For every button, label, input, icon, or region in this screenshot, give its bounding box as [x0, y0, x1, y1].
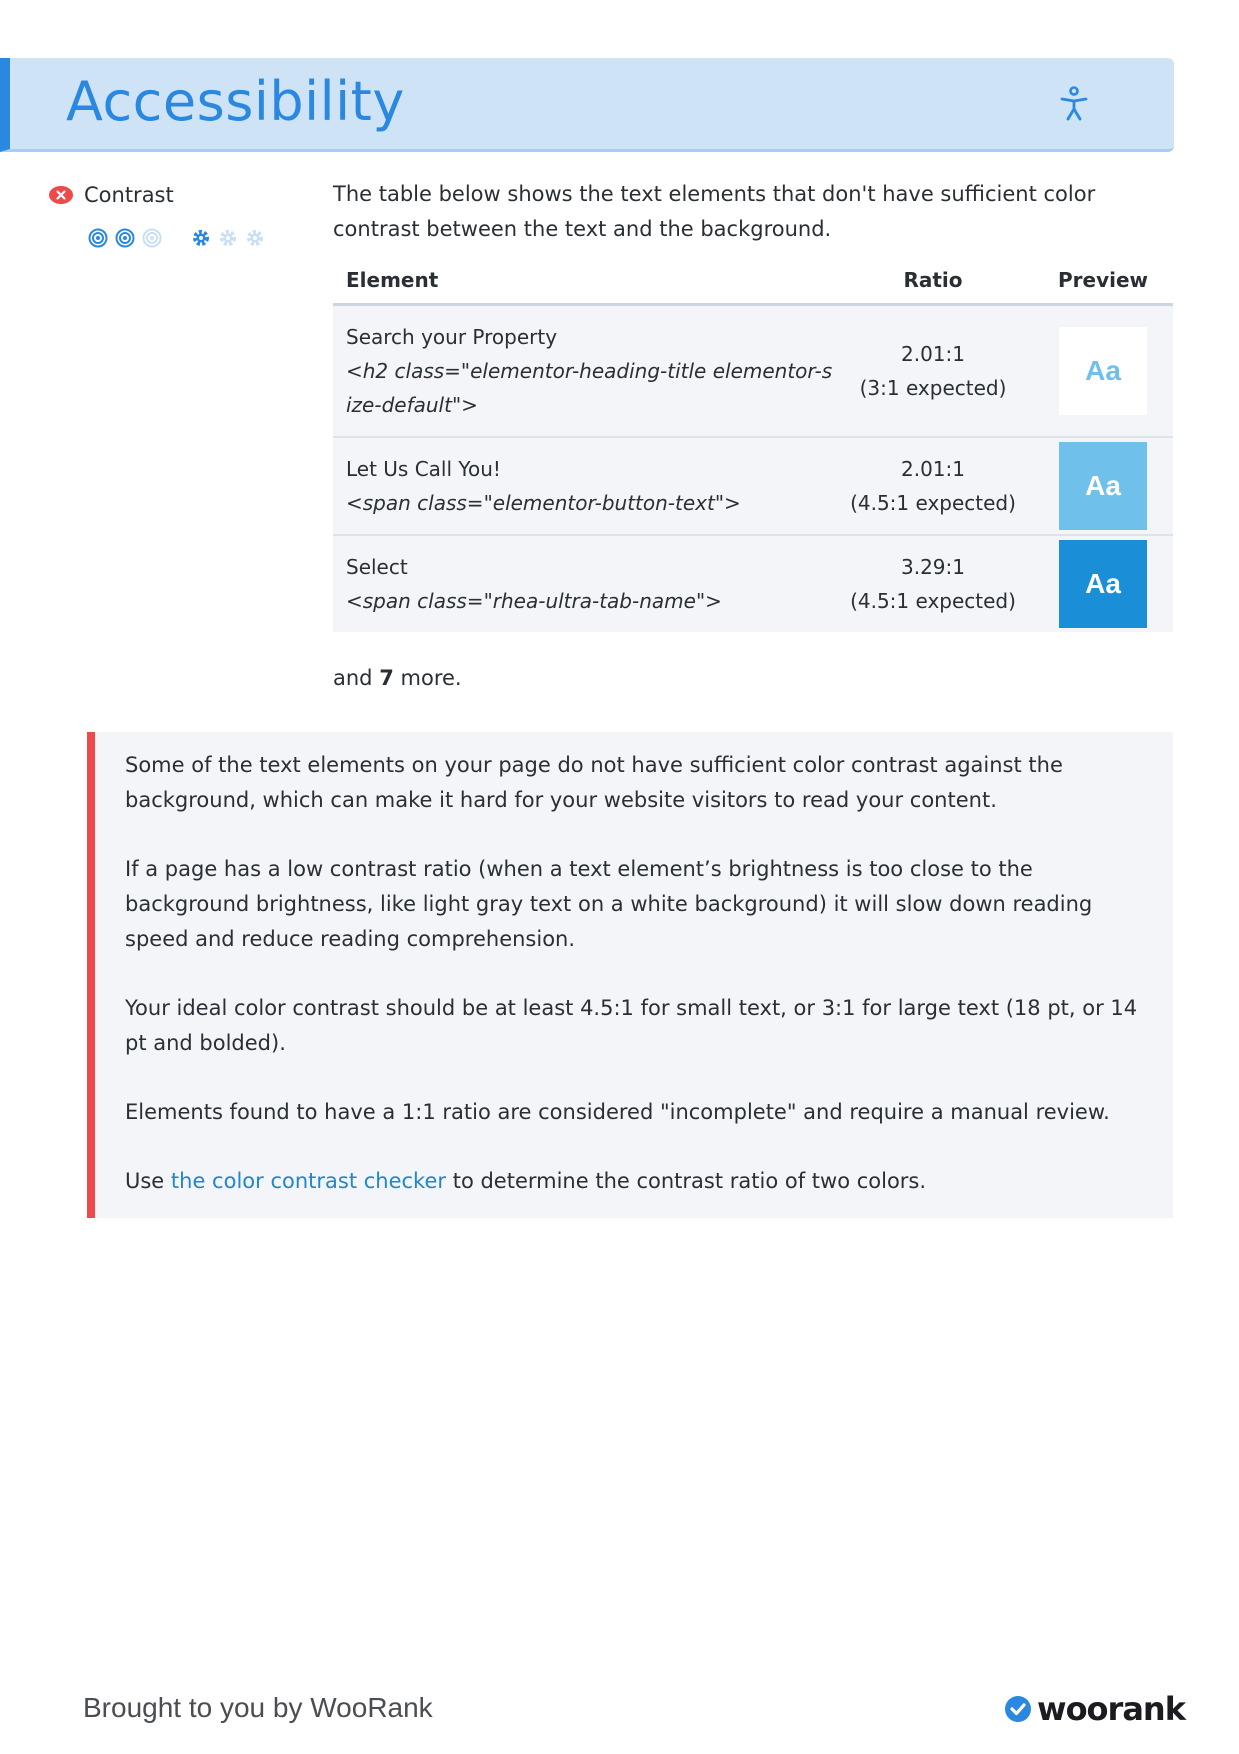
target-icon [142, 228, 162, 248]
element-cell [333, 536, 833, 632]
explanation-paragraph: Elements found to have a 1:1 ratio are considered "incomplete" and require a manual review. [125, 1100, 1110, 1124]
section-title: Accessibility [66, 70, 405, 133]
explanation-paragraph [125, 1164, 1143, 1199]
ratio-expected: (4.5:1 expected) [850, 491, 1016, 515]
explanation-box [87, 732, 1173, 1218]
preview-cell [1033, 327, 1173, 415]
section-header [0, 58, 1174, 152]
preview-cell [1033, 442, 1173, 530]
ratio-cell [833, 452, 1033, 520]
preview-swatch: Aa [1059, 540, 1147, 628]
element-cell [333, 306, 833, 436]
link-suffix: to determine the contrast ratio of two colors. [452, 1169, 927, 1193]
check-rating [88, 228, 272, 248]
ratio-expected: (4.5:1 expected) [850, 589, 1016, 613]
table-header [333, 256, 1173, 306]
checkmark-icon [1003, 1694, 1033, 1724]
more-number: 7 [379, 666, 394, 690]
element-code: <span class="elementor-button-text"> [346, 491, 741, 515]
column-header-element: Element [346, 267, 439, 292]
element-name: Select [346, 555, 408, 579]
explanation-paragraph: Your ideal color contrast should be at least 4.5:1 for small text, or 3:1 for large text (18 pt, or 14 pt and bolded). [125, 996, 1138, 1055]
more-count [333, 666, 462, 690]
gear-icon [218, 228, 238, 248]
check-name: Contrast [84, 183, 174, 207]
contrast-table [333, 256, 1173, 632]
link-prefix: Use [125, 1169, 165, 1193]
column-header-ratio: Ratio [903, 267, 963, 292]
table-row [333, 536, 1173, 632]
accessibility-icon [1058, 86, 1090, 122]
ratio-value: 3.29:1 [901, 555, 965, 579]
check-label [48, 183, 174, 207]
logo-wordmark: woorank [1037, 1690, 1185, 1728]
preview-swatch: Aa [1059, 442, 1147, 530]
ratio-cell [833, 337, 1033, 405]
element-code: <span class="rhea-ultra-tab-name"> [346, 589, 722, 613]
more-suffix: more. [400, 666, 462, 690]
ratio-value: 2.01:1 [901, 342, 965, 366]
ratio-value: 2.01:1 [901, 457, 965, 481]
more-prefix: and [333, 666, 373, 690]
target-icon [88, 228, 108, 248]
footer-credit: Brought to you by WooRank [83, 1692, 433, 1723]
element-name: Let Us Call You! [346, 457, 501, 481]
element-code: <h2 class="elementor-heading-title elementor-size-default"> [346, 359, 833, 417]
explanation-paragraph: Some of the text elements on your page do not have sufficient color contrast against the background, which can make it hard for your website visitors to read your content. [125, 753, 1063, 812]
color-contrast-checker-link[interactable]: the color contrast checker [170, 1169, 447, 1193]
ratio-expected: (3:1 expected) [859, 376, 1007, 400]
preview-cell [1033, 540, 1173, 628]
element-name: Search your Property [346, 325, 558, 349]
explanation-paragraph: If a page has a low contrast ratio (when a text element’s brightness is too close to the background brightness, like light gray text on a white background) it will slow down reading speed and reduce reading comprehension. [125, 857, 1093, 951]
table-row [333, 438, 1173, 536]
ratio-cell [833, 550, 1033, 618]
gear-icon [245, 228, 265, 248]
gear-icon [191, 228, 211, 248]
table-row [333, 306, 1173, 438]
fail-icon [48, 185, 74, 205]
target-icon [115, 228, 135, 248]
column-header-preview: Preview [1057, 267, 1149, 292]
element-cell [333, 438, 833, 534]
woorank-logo [1003, 1690, 1185, 1728]
preview-swatch: Aa [1059, 327, 1147, 415]
check-description: The table below shows the text elements that don't have sufficient color contrast between the text and the background. [333, 182, 1096, 241]
